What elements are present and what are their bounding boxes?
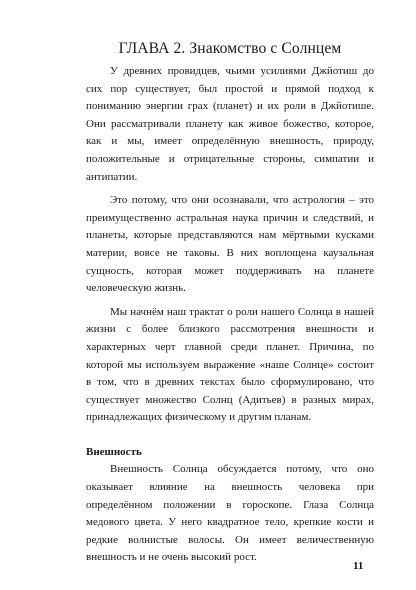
paragraph-2: Это потому, что они осознавали, что астрология – это преимущественно астральная наука причин и следствий, и планеты, которые представляются нам мёртвыми кусками материи, вовсе не таковы. В них воплощена каузальная сущность, которая может поддерживать на планете человеческую жизнь. [86,194,374,295]
section-spacer [86,427,374,444]
chapter-title: ГЛАВА 2. Знакомство с Солнцем [118,40,342,57]
page-content [86,40,374,567]
paragraph-3: Мы начнём наш трактат о роли нашего Солнца в нашей жизни с более близкого рассмотрения внешности и характерных черт главной среди планет. Причина, по которой мы используем выражение «наше Солнце» состоит в том, что в древних текстах было сформулировано, что существует множество Солнц (Адитьев) в разных мирах, принадлежащих физическому и другим планам. [86,305,374,424]
page-number: 11 [353,560,364,572]
paragraph-1: У древних провидцев, чьими усилиями Джйотиш до сих пор существует, был простой и прямой подход к пониманию энергии грах (планет) и их роли в Джйотише. Они рассматривали планету как живое божество, которое, как и мы, имеет определённую внешность, природу, положительные и отрицательные стороны, симпатии и антипатии. [86,65,374,183]
section-paragraph: Внешность Солнца обсуждается потому, что оно оказывает влияние на внешность человека при определённом положении в гороскопе. Глаза Солнца медового цвета. У него квадратное тело, крепкие кости и редкие волнистые волосы. Он имеет величественную внешность и не очень высокий рост. [86,463,374,564]
section-heading: Внешность [86,445,142,458]
